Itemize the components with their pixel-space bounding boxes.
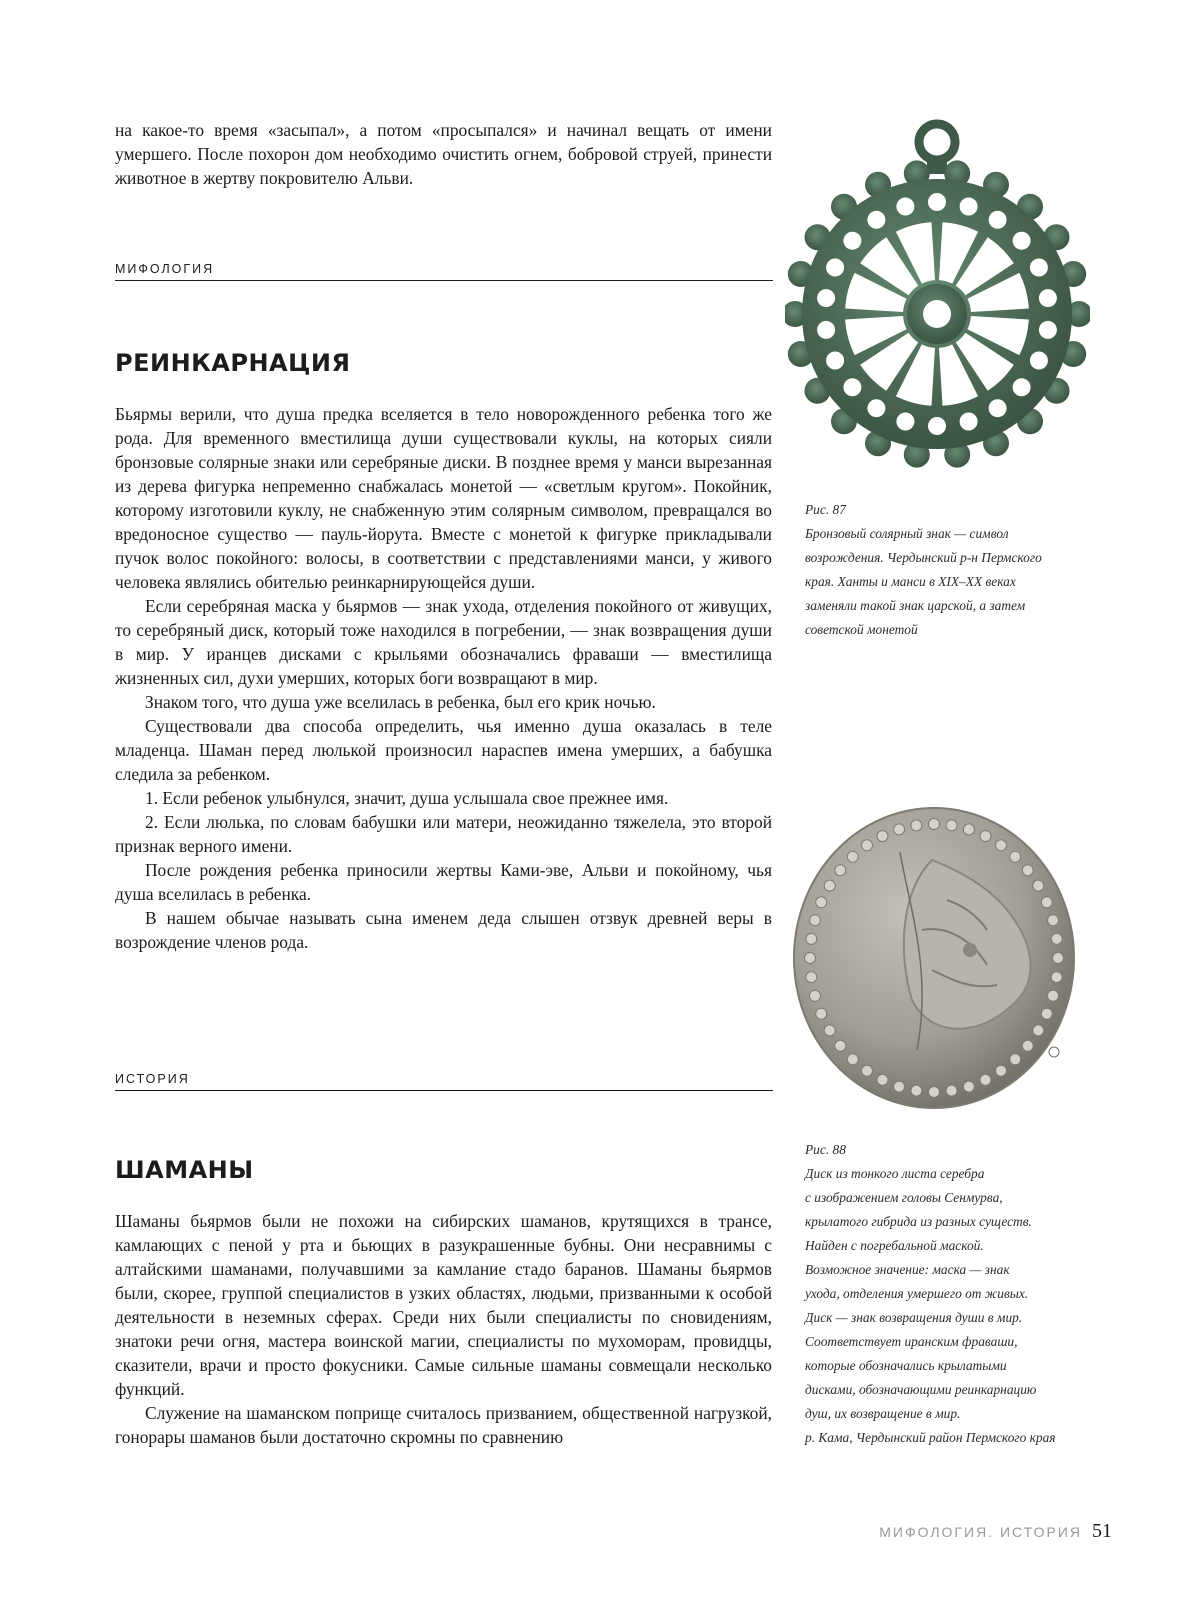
- rim-bead: [963, 1081, 974, 1092]
- rim-hole: [1013, 232, 1031, 250]
- caption-line: р. Кама, Чердынский район Пермского края: [805, 1430, 1056, 1445]
- caption-line: Возможное значение: маска — знак: [805, 1262, 1010, 1277]
- rim-hole: [817, 321, 835, 339]
- rim-bead: [805, 953, 816, 964]
- rim-bead: [929, 819, 940, 830]
- rim-hole: [1013, 378, 1031, 396]
- section-label-mythology: МИФОЛОГИЯ: [115, 262, 215, 276]
- paragraph: Служение на шаманском поприще считалось призванием, общественной нагрузкой, гонорары шаманов были достаточно скромны по сравнению: [115, 1403, 772, 1447]
- page-footer: [879, 1520, 1112, 1543]
- caption-line: Рис. 88: [805, 1142, 846, 1157]
- caption-line: с изображением головы Сенмурва,: [805, 1190, 1003, 1205]
- loop-neck: [927, 156, 947, 174]
- rim-hole: [843, 378, 861, 396]
- rim-bead: [1041, 1008, 1052, 1019]
- rim-hole: [1030, 259, 1048, 277]
- rim-hole: [867, 211, 885, 229]
- rim-bead: [816, 897, 827, 908]
- rim-hole: [1030, 352, 1048, 370]
- caption-line: Бронзовый солярный знак — символ: [805, 526, 1009, 541]
- rim-bead: [1033, 880, 1044, 891]
- caption-line: которые обозначались крылатыми: [805, 1358, 1007, 1373]
- hub-hole: [923, 300, 951, 328]
- silver-disc-icon: [794, 808, 1074, 1108]
- intro-paragraph: на какое-то время «засыпал», а потом «просыпался» и начинал вещать от имени умершего. После похорон дом необходимо очистить огнем, бобровой струей, принести животное в жертву покровителю Альви.: [115, 120, 772, 188]
- rim-bead: [847, 1054, 858, 1065]
- rim-hole: [960, 413, 978, 431]
- caption-line: края. Ханты и манси в XIX–XX веках: [805, 574, 1016, 589]
- rim-hole: [1039, 289, 1057, 307]
- rim-bead: [835, 1040, 846, 1051]
- caption-line: советской монетой: [805, 622, 918, 637]
- rim-bead: [1053, 953, 1064, 964]
- rim-bead: [911, 1085, 922, 1096]
- rim-bead: [810, 915, 821, 926]
- rim-hole: [843, 232, 861, 250]
- rim-bead: [1048, 915, 1059, 926]
- heading-reincarnation: РЕИНКАРНАЦИЯ: [115, 349, 351, 377]
- shamans-text-block: [115, 1209, 772, 1449]
- rim-bead: [996, 1065, 1007, 1076]
- rim-bead: [1051, 933, 1062, 944]
- caption-line: Найден с погребальной маской.: [805, 1238, 984, 1253]
- rim-bead: [894, 824, 905, 835]
- rim-bead: [810, 990, 821, 1001]
- paragraph: Если серебряная маска у бьярмов — знак ухода, отделения покойного от живущих, то серебряный диск, который тоже находился в погребении, — знак возвращения души в мир. У иранцев дисками с крыльями обозначались фраваши — вместилища жизненных сил, духи умерших, которых боги возвращают в мир.: [115, 596, 772, 688]
- rim-bead: [996, 840, 1007, 851]
- rim-hole: [1039, 321, 1057, 339]
- rim-hole: [928, 193, 946, 211]
- caption-line: Соответствует иранским фраваши,: [805, 1334, 1018, 1349]
- caption-line: заменяли такой знак царской, а затем: [805, 598, 1026, 613]
- rim-bead: [1010, 1054, 1021, 1065]
- rim-bead: [929, 1087, 940, 1098]
- page-number: 51: [1092, 1520, 1112, 1542]
- solar-sign-icon: [785, 124, 1090, 468]
- list-item: 2. Если люлька, по словам бабушки или матери, неожиданно тяжелела, это второй признак верного имени.: [115, 812, 772, 856]
- rim-bead: [1010, 851, 1021, 862]
- list-item: 1. Если ребенок улыбнулся, значит, душа услышала свое прежнее имя.: [145, 788, 669, 808]
- rim-hole: [989, 399, 1007, 417]
- caption-line: Диск из тонкого листа серебра: [805, 1166, 985, 1181]
- rim-bead: [806, 933, 817, 944]
- rim-bead: [847, 851, 858, 862]
- rim-bead: [824, 1025, 835, 1036]
- footer-section-label: МИФОЛОГИЯ. ИСТОРИЯ: [879, 1524, 1082, 1540]
- rim-bead: [1022, 1040, 1033, 1051]
- rim-bead: [835, 865, 846, 876]
- caption-line: душ, их возвращение в мир.: [805, 1406, 961, 1421]
- rim-bead: [862, 840, 873, 851]
- rim-bead: [946, 820, 957, 831]
- rim-bead: [877, 1074, 888, 1085]
- rim-bead: [1048, 990, 1059, 1001]
- section-rule-history: [115, 1072, 773, 1091]
- intro-text-block: [115, 118, 772, 190]
- rim-bead: [963, 824, 974, 835]
- rim-bead: [806, 972, 817, 983]
- rim-bead: [862, 1065, 873, 1076]
- paragraph: После рождения ребенка приносили жертвы Ками-эве, Альви и покойному, чья душа вселилась в ребенка.: [115, 860, 772, 904]
- rim-hole: [928, 417, 946, 435]
- section-label-history: ИСТОРИЯ: [115, 1072, 190, 1086]
- caption-figure-87: [805, 498, 1105, 642]
- paragraph: В нашем обычае называть сына именем деда слышен отзвук древней веры в возрождение членов рода.: [115, 908, 772, 952]
- rim-bead: [911, 820, 922, 831]
- rim-hole: [896, 413, 914, 431]
- paragraph: Существовали два способа определить, чья именно душа оказалась в теле младенца. Шаман перед люлькой произносил нараспев имена умерших, а бабушка следила за ребенком.: [115, 716, 772, 784]
- paragraph: Шаманы бьярмов были не похожи на сибирских шаманов, крутящихся в трансе, камлающих с пеной у рта и бьющих в разукрашенные бубны. Они несравнимы с алтайскими шаманами, получавшими за камлание стадо баранов. Шаманы бьярмов были, скорее, группой специалистов в узких областях, людьми, призванными к особой деятельности в неземных сферах. Среди них были специалисты по сновидениям, знатоки речи огня, мастера воинской магии, специалисты по мухоморам, провидцы, сказители, врачи и просто фокусники. Самые сильные шаманы совмещали несколько функций.: [115, 1211, 772, 1399]
- figure-88-silver-disc: [782, 790, 1092, 1120]
- rim-bead: [980, 831, 991, 842]
- suspension-hole: [1049, 1047, 1059, 1057]
- rim-bead: [1033, 1025, 1044, 1036]
- rim-hole: [960, 198, 978, 216]
- figure-87-bronze-solar-sign: [785, 118, 1090, 473]
- rim-bead: [816, 1008, 827, 1019]
- rim-hole: [826, 352, 844, 370]
- caption-figure-88: [805, 1138, 1105, 1450]
- paragraph: Знаком того, что душа уже вселилась в ребенка, был его крик ночью.: [145, 692, 656, 712]
- rim-hole: [826, 259, 844, 277]
- paragraph: Бьярмы верили, что душа предка вселяется в тело новорожденного ребенка того же рода. Для временного вместилища души существовали куклы, на которых сияли бронзовые солярные знаки или серебряные диски. В позднее время у манси вырезанная из дерева фигурка непременно снабжалась монетой — «светлым кругом». Покойник, которому изготовили куклу, не снабженную этим солярным символом, превращался во вредоносное существо — пауль-йорута. Вместе с монетой к фигурке прикладывали пучок волос покойного: волосы, в соответствии с представлениями манси, у живого человека являлись обителью реинкарнирующейся души.: [115, 404, 772, 592]
- rim-bead: [1041, 897, 1052, 908]
- rim-hole: [867, 399, 885, 417]
- caption-line: крылатого гибрида из разных существ.: [805, 1214, 1032, 1229]
- hanging-loop: [919, 124, 955, 160]
- caption-line: Диск — знак возвращения души в мир.: [805, 1310, 1023, 1325]
- caption-line: дисками, обозначающими реинкарнацию: [805, 1382, 1037, 1397]
- caption-line: возрождения. Чердынский р-н Пермского: [805, 550, 1042, 565]
- rim-bead: [1022, 865, 1033, 876]
- rim-bead: [824, 880, 835, 891]
- reincarnation-text-block: [115, 402, 772, 954]
- caption-line: ухода, отделения умершего от живых.: [805, 1286, 1029, 1301]
- heading-shamans: ШАМАНЫ: [115, 1156, 254, 1184]
- rim-bead: [1051, 972, 1062, 983]
- rim-bead: [980, 1074, 991, 1085]
- rim-bead: [877, 831, 888, 842]
- rim-bead: [946, 1085, 957, 1096]
- rim-hole: [817, 289, 835, 307]
- rim-bead: [894, 1081, 905, 1092]
- eye: [963, 943, 977, 957]
- section-rule-mythology: [115, 262, 773, 281]
- rim-hole: [896, 198, 914, 216]
- rim-hole: [989, 211, 1007, 229]
- caption-line: Рис. 87: [805, 502, 846, 517]
